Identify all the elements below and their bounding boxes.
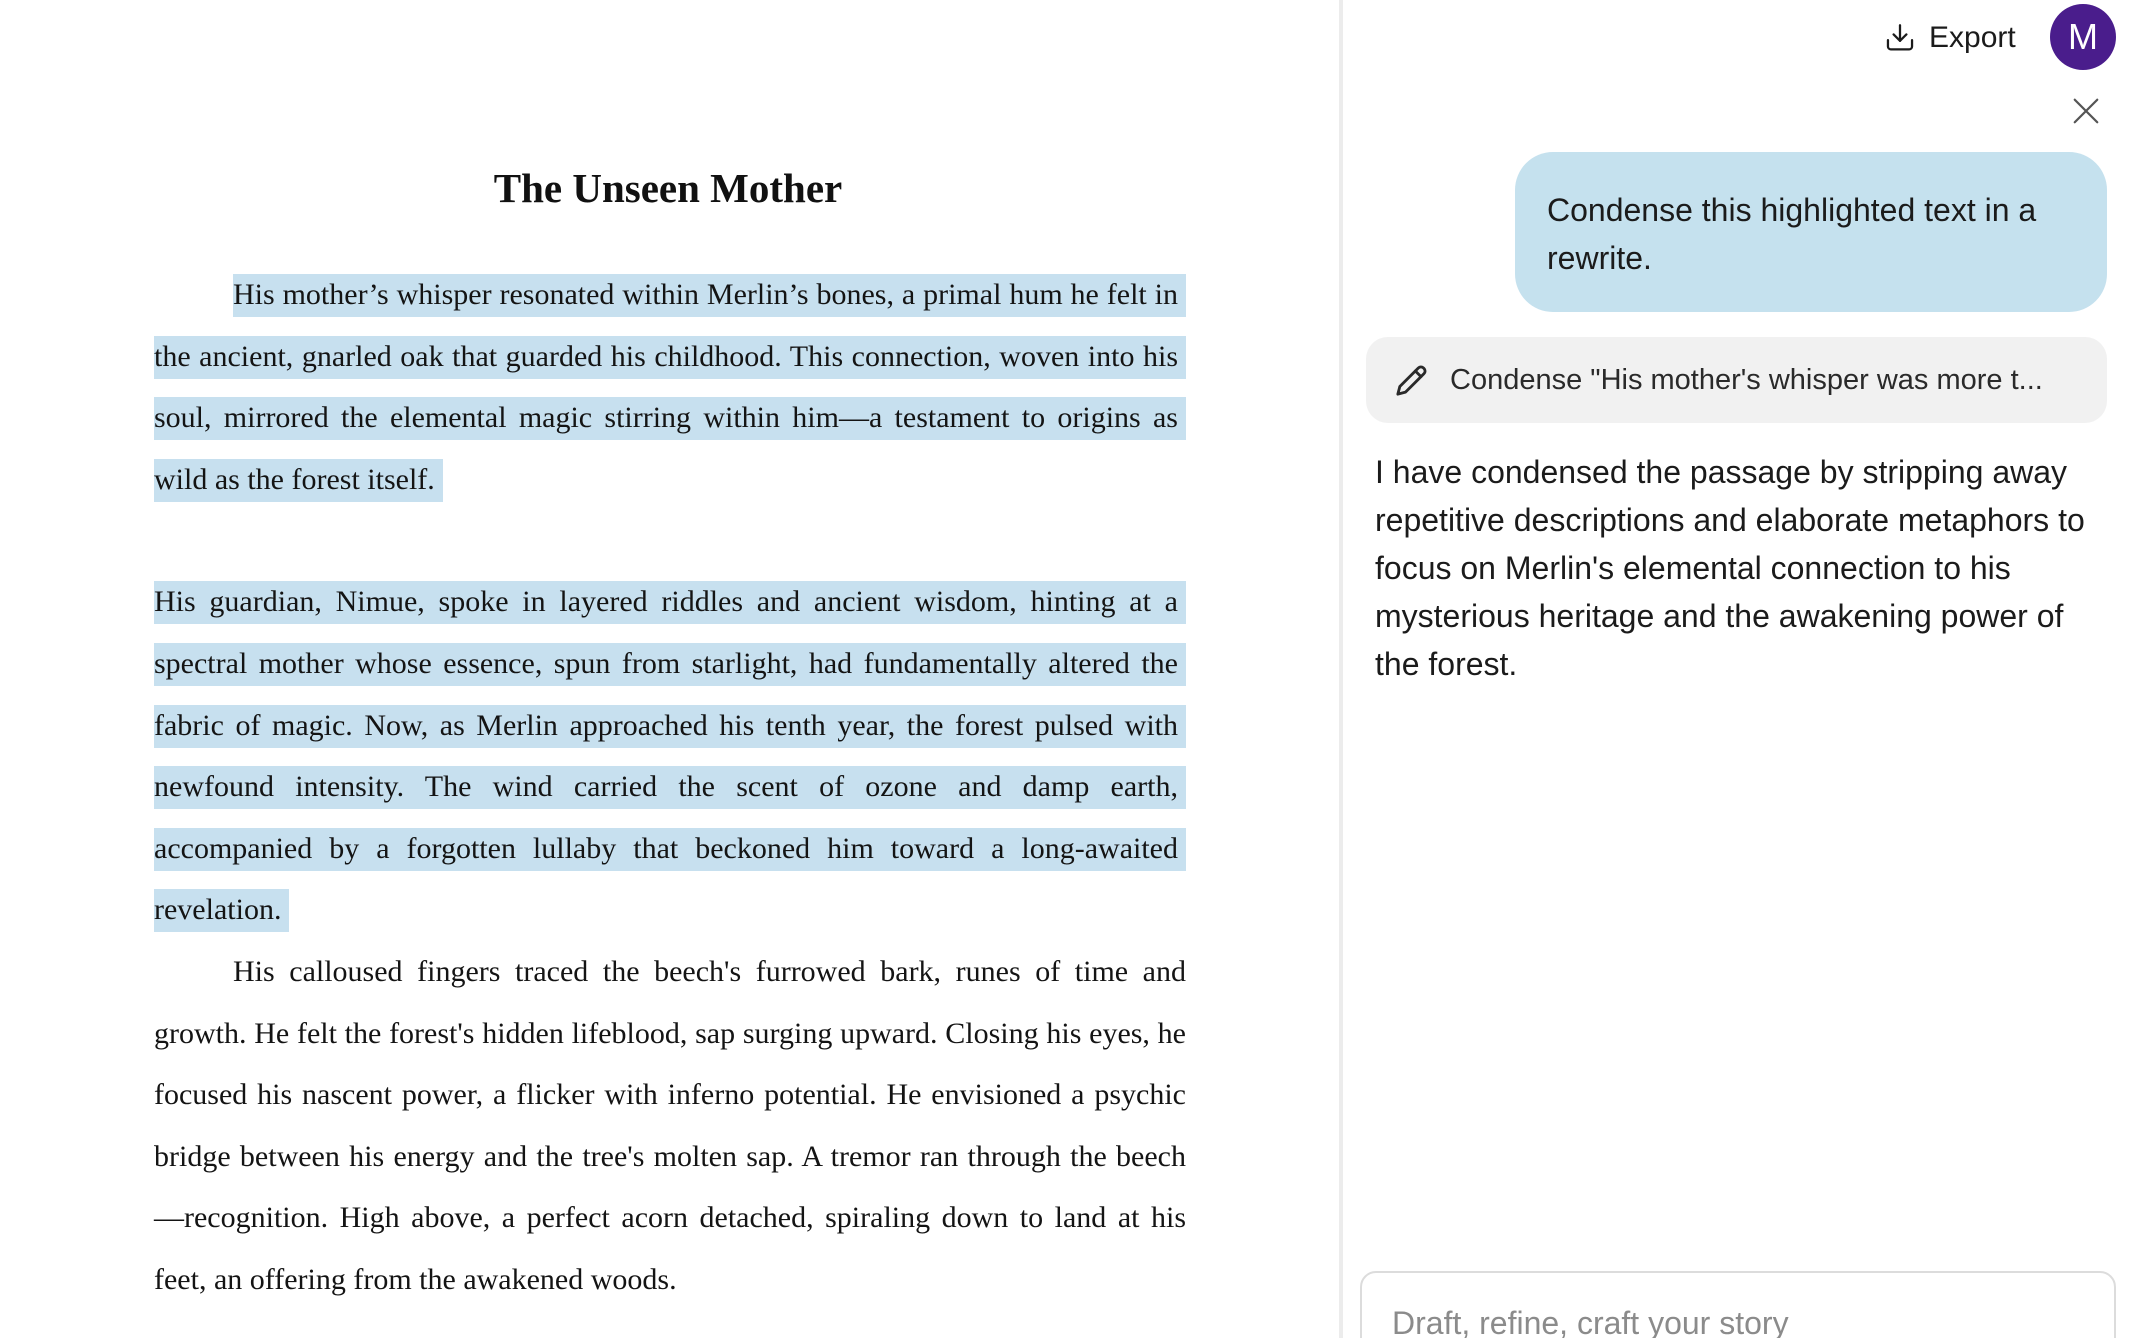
composer-input[interactable]: [1392, 1305, 2082, 1338]
composer[interactable]: [1360, 1271, 2116, 1338]
download-tray-icon: [1883, 21, 1917, 55]
paragraph-1[interactable]: [154, 264, 1186, 510]
pencil-icon: [1392, 360, 1432, 400]
export-label: Export: [1929, 21, 2016, 54]
paragraph-2[interactable]: [154, 571, 1186, 941]
highlighted-text[interactable]: His guardian, Nimue, spoke in layered riddles and ancient wisdom, hinting at a spectral mother whose essence, spun from starlight, had fundamentally altered the fabric of magic. Now, as Merlin approached his tenth year, the forest pulsed with newfound intensity. The wind carried the scent of ozone and damp earth, accompanied by a forgotten lullaby that beckoned him toward a long-awaited revelation.: [154, 581, 1186, 932]
user-message-bubble: Condense this highlighted text in a rewrite.: [1515, 152, 2107, 312]
avatar[interactable]: M: [2050, 4, 2116, 70]
paragraph-3[interactable]: His calloused fingers traced the beech's furrowed bark, runes of time and growth. He felt the forest's hidden lifeblood, sap surging upward. Closing his eyes, he focused his nascent power, a flicker with inferno potential. He envisioned a psychic bridge between his energy and the tree's molten sap. A tremor ran through the beech—recognition. High above, a perfect acorn detached, spiraling down to land at his feet, an offering from the awakened woods.: [154, 954, 1186, 1296]
highlighted-text[interactable]: His mother’s whisper resonated within Merlin’s bones, a primal hum he felt in the ancient, gnarled oak that guarded his childhood. This connection, woven into his soul, mirrored the elemental magic stirring within him—a testament to origins as wild as the forest itself.: [154, 274, 1186, 502]
tool-call-label: Condense "His mother's whisper was more t...: [1450, 363, 2043, 396]
tool-call-chip[interactable]: [1366, 337, 2107, 423]
document-body[interactable]: [154, 264, 1186, 1311]
assistant-pane: [1343, 0, 2136, 1338]
export-button[interactable]: [1883, 16, 2016, 60]
document-title[interactable]: The Unseen Mother: [493, 165, 843, 211]
close-icon[interactable]: [2071, 96, 2101, 126]
assistant-response: I have condensed the passage by stripping away repetitive descriptions and elaborate metaphors to focus on Merlin's elemental connection to his mysterious heritage and the awakening power of the forest.: [1375, 454, 2085, 682]
